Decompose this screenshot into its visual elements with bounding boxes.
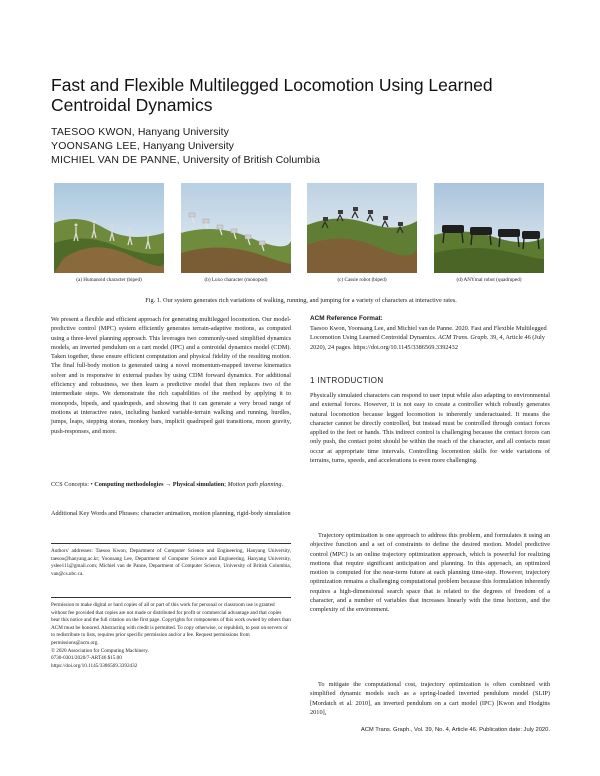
cassie-scene-image — [307, 183, 417, 273]
figure-panel-humanoid — [54, 183, 164, 283]
acm-reference-heading: ACM Reference Format: — [310, 315, 383, 322]
figure-panel-luxo — [181, 183, 291, 283]
luxo-scene-image — [181, 183, 291, 273]
acm-reference-journal: ACM Trans. Graph. — [438, 334, 489, 342]
author-name: YOONSANG LEE, — [51, 140, 140, 152]
ccs-sep: ; — [224, 481, 228, 488]
acm-reference-text: Taesoo Kwon, Yoonsang Lee, and Michiel van de Panne. 2020. Fast and Flexible Multilegged Locomotion Using Learned Centroidal Dynamics. — [310, 325, 547, 342]
permission-block — [51, 602, 291, 670]
permission-text: Permission to make digital or hard copies of all or part of this work for personal or classroom use is granted without fee provided that copies are not made or distributed for profit or commercial advantage and that copies bear this notice and the full citation on the first page. Copyrights for components of this work owned by others than ACM must be honored. Abstracting with credit is permitted. To copy otherwise, or republish, to post on servers or to redistribute to lists, requires prior specific permission and/or a fee. Request permissions from permissions@acm.org. — [51, 602, 291, 646]
ccs-italic: Motion path planning — [227, 481, 282, 488]
ccs-bold: Computing methodologies → Physical simulation — [94, 481, 225, 488]
permission-rule — [51, 597, 291, 598]
author-line — [51, 154, 320, 166]
intro-paragraph: Physically simulated characters can respond to user input while also adapting to environmental and external forces. However, it is not easy to create a controller which robustly generates natural locomotion because legged locomotion is inherently underactuated. It means the character cannot be directly controlled, but instead must be controlled through contact forces applied to the feet or hands. This indirect control is challenging because the contact forces can only push, the contact point should be within the reach of the character, and all contacts must occur at appropriate time intervals. Controlling locomotion skills for wide variations of terrains, turns, speeds, and accelerations is even more challenging. — [310, 392, 550, 465]
author-name: MICHIEL VAN DE PANNE, — [51, 154, 180, 166]
paper-title: Fast and Flexible Multilegged Locomotion Using Learned Centroidal Dynamics — [51, 75, 493, 115]
ccs-concepts — [51, 480, 291, 489]
issn-line: 0730-0301/2020/7-ART46 $15.00 — [51, 655, 122, 662]
subcaption: (b) Luxo character (monopod) — [204, 277, 268, 283]
ccs-end: . — [281, 481, 283, 488]
abstract: We present a flexible and efficient approach for generating multilegged locomotion. Our model-predictive control (MPC) system efficiently generates terrain-adaptive motions, as computed using a three-level planning approach. This leverages two commonly-used simplified dynamics models, an inverted pendulum on a cart model (IPC) and a centroidal dynamics model (CDM). Taken together, these ensure efficient computation and physical fidelity of the resulting motion. The final full-body motion is generated using a novel momentum-mapped inverse kinematics solver and is responsive to external pushes by using CDM forward dynamics. For additional efficiency and robustness, we then learn a predictive model that then replaces two of the intermediate steps. We demonstrate the rich capabilities of the method by applying it to monopods, bipeds, and quadrupeds, and showing that it can generate a very broad range of motions at interactive rates, including banked variable-terrain walking and running, hurdles, jumps, leaps, stepping stones, monkey bars, implicit quadruped gait transitions, moon gravity, push-responses, and more. — [51, 316, 291, 435]
intro-paragraph: To mitigate the computational cost, trajectory optimization is often combined with simplified dynamic models such as a spring-loaded inverted pendulum model (SLIP) [Mordatch et al. 2010], an inverted pendulum on a cart model (IPC) [Kwon and Hodgins 2010], — [310, 681, 550, 716]
subcaption: (c) Cassie robot (biped) — [337, 277, 387, 283]
subcaption: (d) ANYmal robot (quadruped) — [456, 277, 522, 283]
teaser-figure — [54, 183, 544, 283]
author-line — [51, 140, 234, 152]
acm-reference — [310, 324, 550, 352]
acm-reference-details: 39, 4, Article 46 (July 2020), 24 pages. https://doi.org/10.1145/3386569.3392432 — [310, 334, 545, 351]
anymal-scene-image — [434, 183, 544, 273]
humanoid-scene-image — [54, 183, 164, 273]
figure-panel-cassie — [307, 183, 417, 283]
authors-address: Authors' addresses: Taesoo Kwon, Department of Computer Science and Engineering, Hanyang University, taesoo@hanyang.ac.kr; Yoonsang Lee, Department of Computer Science and Engineering, Hanyang University, yslee111@gmail.com; Michiel van de Panne, Department of Computer Science, University of British Columbia, van@cs.ubc.ca. — [51, 548, 291, 577]
keywords: Additional Key Words and Phrases: character animation, motion planning, rigid-body simulation — [51, 510, 291, 517]
figure-caption: Fig. 1. Our system generates rich variations of walking, running, and jumping for a variety of characters at interactive rates. — [145, 297, 457, 304]
section-heading-introduction: 1 INTRODUCTION — [310, 376, 384, 385]
doi-link[interactable]: https://doi.org/10.1145/3386569.3392432 — [51, 662, 138, 669]
author-name: TAESOO KWON, — [51, 126, 135, 138]
page-footer: ACM Trans. Graph., Vol. 39, No. 4, Article 46. Publication date: July 2020. — [360, 727, 550, 733]
copyright-line: © 2020 Association for Computing Machinery. — [51, 647, 149, 654]
subcaption: (a) Humanoid character (biped) — [76, 277, 142, 283]
figure-panel-anymal — [434, 183, 544, 283]
author-line — [51, 126, 229, 138]
author-affiliation: Hanyang University — [137, 126, 229, 138]
intro-paragraph: Trajectory optimization is one approach to address this problem, and formulates it using an objective function and a set of constraints to define the desired motion. Model predictive control (MPC) is an online trajectory optimization approach, which is powerful for realizing motions that require significant anticipation and planning. In this approach, an optimized motion is computed for the near-term future at each planning time-step. However, trajectory optimization remains a challenging computational problem because this formulation inherently requires a high-dimensional search space that is related to the degrees of freedom of a character, and a number of variables that increases linearly with the time horizon, and the complexity of the environment. — [310, 532, 550, 614]
footnote-rule — [51, 543, 291, 544]
ccs-prefix: CCS Concepts: • — [51, 481, 93, 488]
author-affiliation: Hanyang University — [142, 140, 234, 152]
author-affiliation: University of British Columbia — [182, 154, 320, 166]
